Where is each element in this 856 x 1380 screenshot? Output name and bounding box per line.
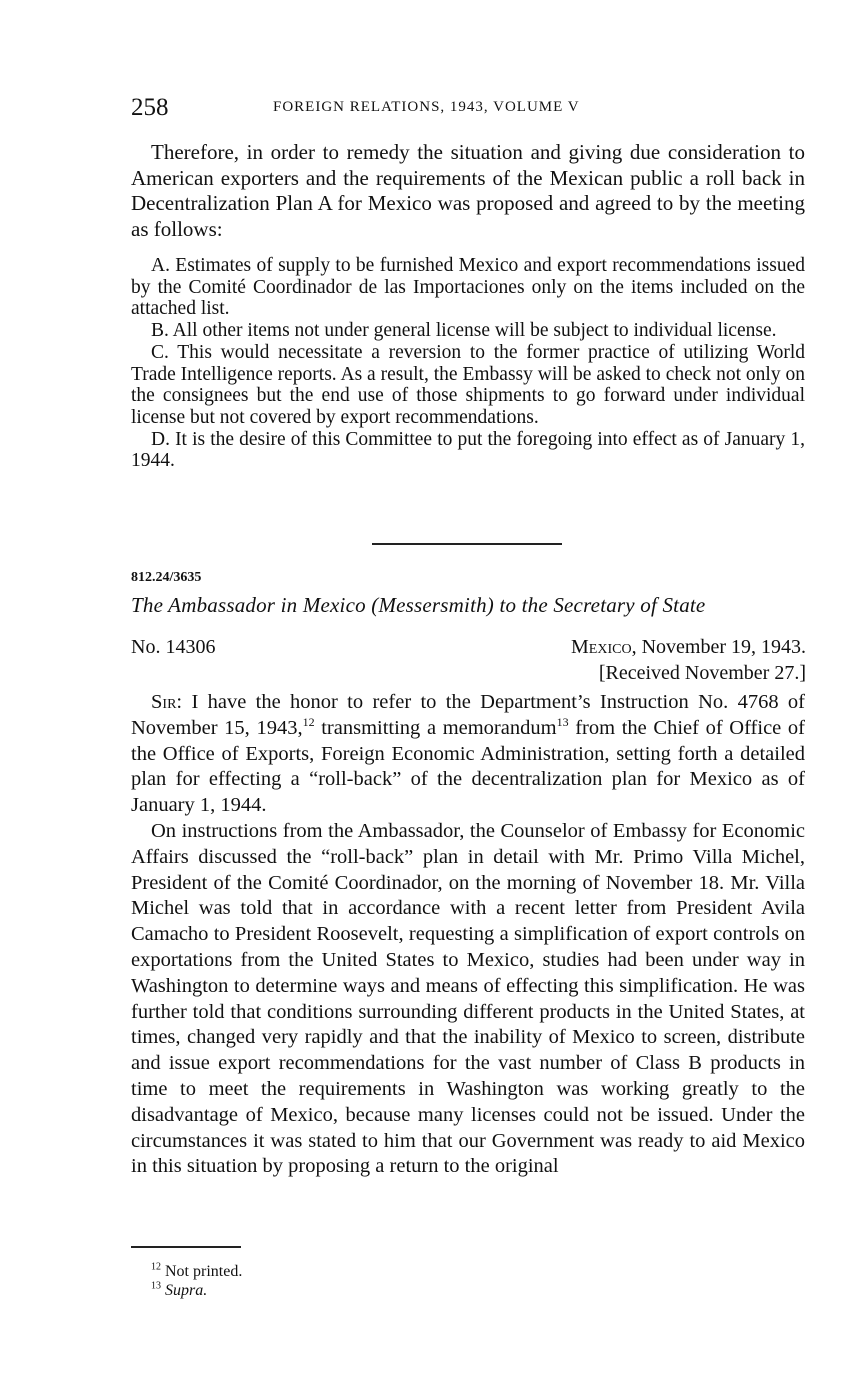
footnote-divider [131, 1246, 241, 1248]
footnote-12 [151, 1262, 242, 1281]
footnote-mark: 12 [151, 1261, 161, 1273]
paragraph-text: from the Chief of Office of the Office of Exports, Foreign Economic Administration, setting forth a detailed plan for effecting a “roll-back” of the decentralization plan for Mexico as of January 1, 1944. [131, 716, 806, 817]
running-head: FOREIGN RELATIONS, 1943, VOLUME V [273, 99, 580, 115]
letter-body [131, 690, 805, 1180]
intro-section [131, 140, 805, 243]
place: Mexico [571, 636, 632, 658]
received-date: [Received November 27.] [598, 662, 806, 684]
footnote-13 [151, 1281, 242, 1300]
footnote-ref-12[interactable]: 12 [302, 714, 315, 729]
salutation: Sir [151, 691, 177, 713]
document-number: No. 14306 [131, 636, 216, 658]
page-number: 258 [131, 94, 169, 121]
footnotes [151, 1262, 242, 1300]
plan-item-b: B. All other items not under general license will be subject to individual license. [151, 320, 777, 342]
section-divider [372, 543, 562, 545]
plan-item-d: D. It is the desire of this Committee to put the foregoing into effect as of January 1, 1944. [131, 428, 805, 472]
place-date-line [571, 636, 806, 659]
footnote-mark: 13 [151, 1280, 161, 1292]
plan-item-a: A. Estimates of supply to be furnished Mexico and export recommendations issued by the Comité Coordinador de las Importaciones only on the items included on the attached list. [131, 255, 805, 320]
plan-item-c: C. This would necessitate a reversion to the former practice of utilizing World Trade Intelligence reports. As a result, the Embassy will be asked to check not only on the consignees but the end use of those shipments to go forward under individual license but not covered by export recommendations. [131, 341, 805, 428]
letter-paragraph-2: On instructions from the Ambassador, the Counselor of Embassy for Economic Affairs discussed the “roll-back” plan in detail with Mr. Primo Villa Michel, President of the Comité Coordinador, on the morning of November 18. Mr. Villa Michel was told that in accordance with a recent letter from President Avila Camacho to President Roosevelt, requesting a simplification of export controls on exportations from the United States to Mexico, studies had been under way in Washington to determine ways and means of effecting this simplification. He was further told that conditions surrounding different products in the United States, at times, changed very rapidly and that the inability of Mexico to screen, distribute and issue export recommendations for the vast number of Class B products in time to meet the requirements in Washington was working greatly to the disadvantage of Mexico, because many licenses could not be issued. Under the circumstances it was stated to him that our Government was ready to aid Mexico in this situation by proposing a return to the original [131, 819, 805, 1178]
intro-paragraph: Therefore, in order to remedy the situation and giving due consideration to American exporters and the requirements of the Mexican public a roll back in Decentralization Plan A for Mexico was proposed and agreed to by the meeting as follows: [131, 140, 805, 242]
document-title: The Ambassador in Mexico (Messersmith) to the Secretary of State [131, 593, 706, 617]
paragraph-text: : I have the honor to refer to the Department’s Instruction No. 4768 of November 15, 1943, [131, 691, 805, 739]
file-number: 812.24/3635 [131, 570, 202, 585]
letter-paragraph-1 [131, 690, 805, 819]
paragraph-text: transmitting a memorandum [314, 716, 557, 739]
plan-items-list [131, 255, 805, 472]
page-header [131, 94, 805, 124]
date: , November 19, 1943. [631, 636, 806, 658]
footnote-text: Supra. [165, 1282, 208, 1299]
footnote-ref-13[interactable]: 13 [556, 714, 569, 729]
footnote-text: Not printed. [165, 1263, 243, 1280]
